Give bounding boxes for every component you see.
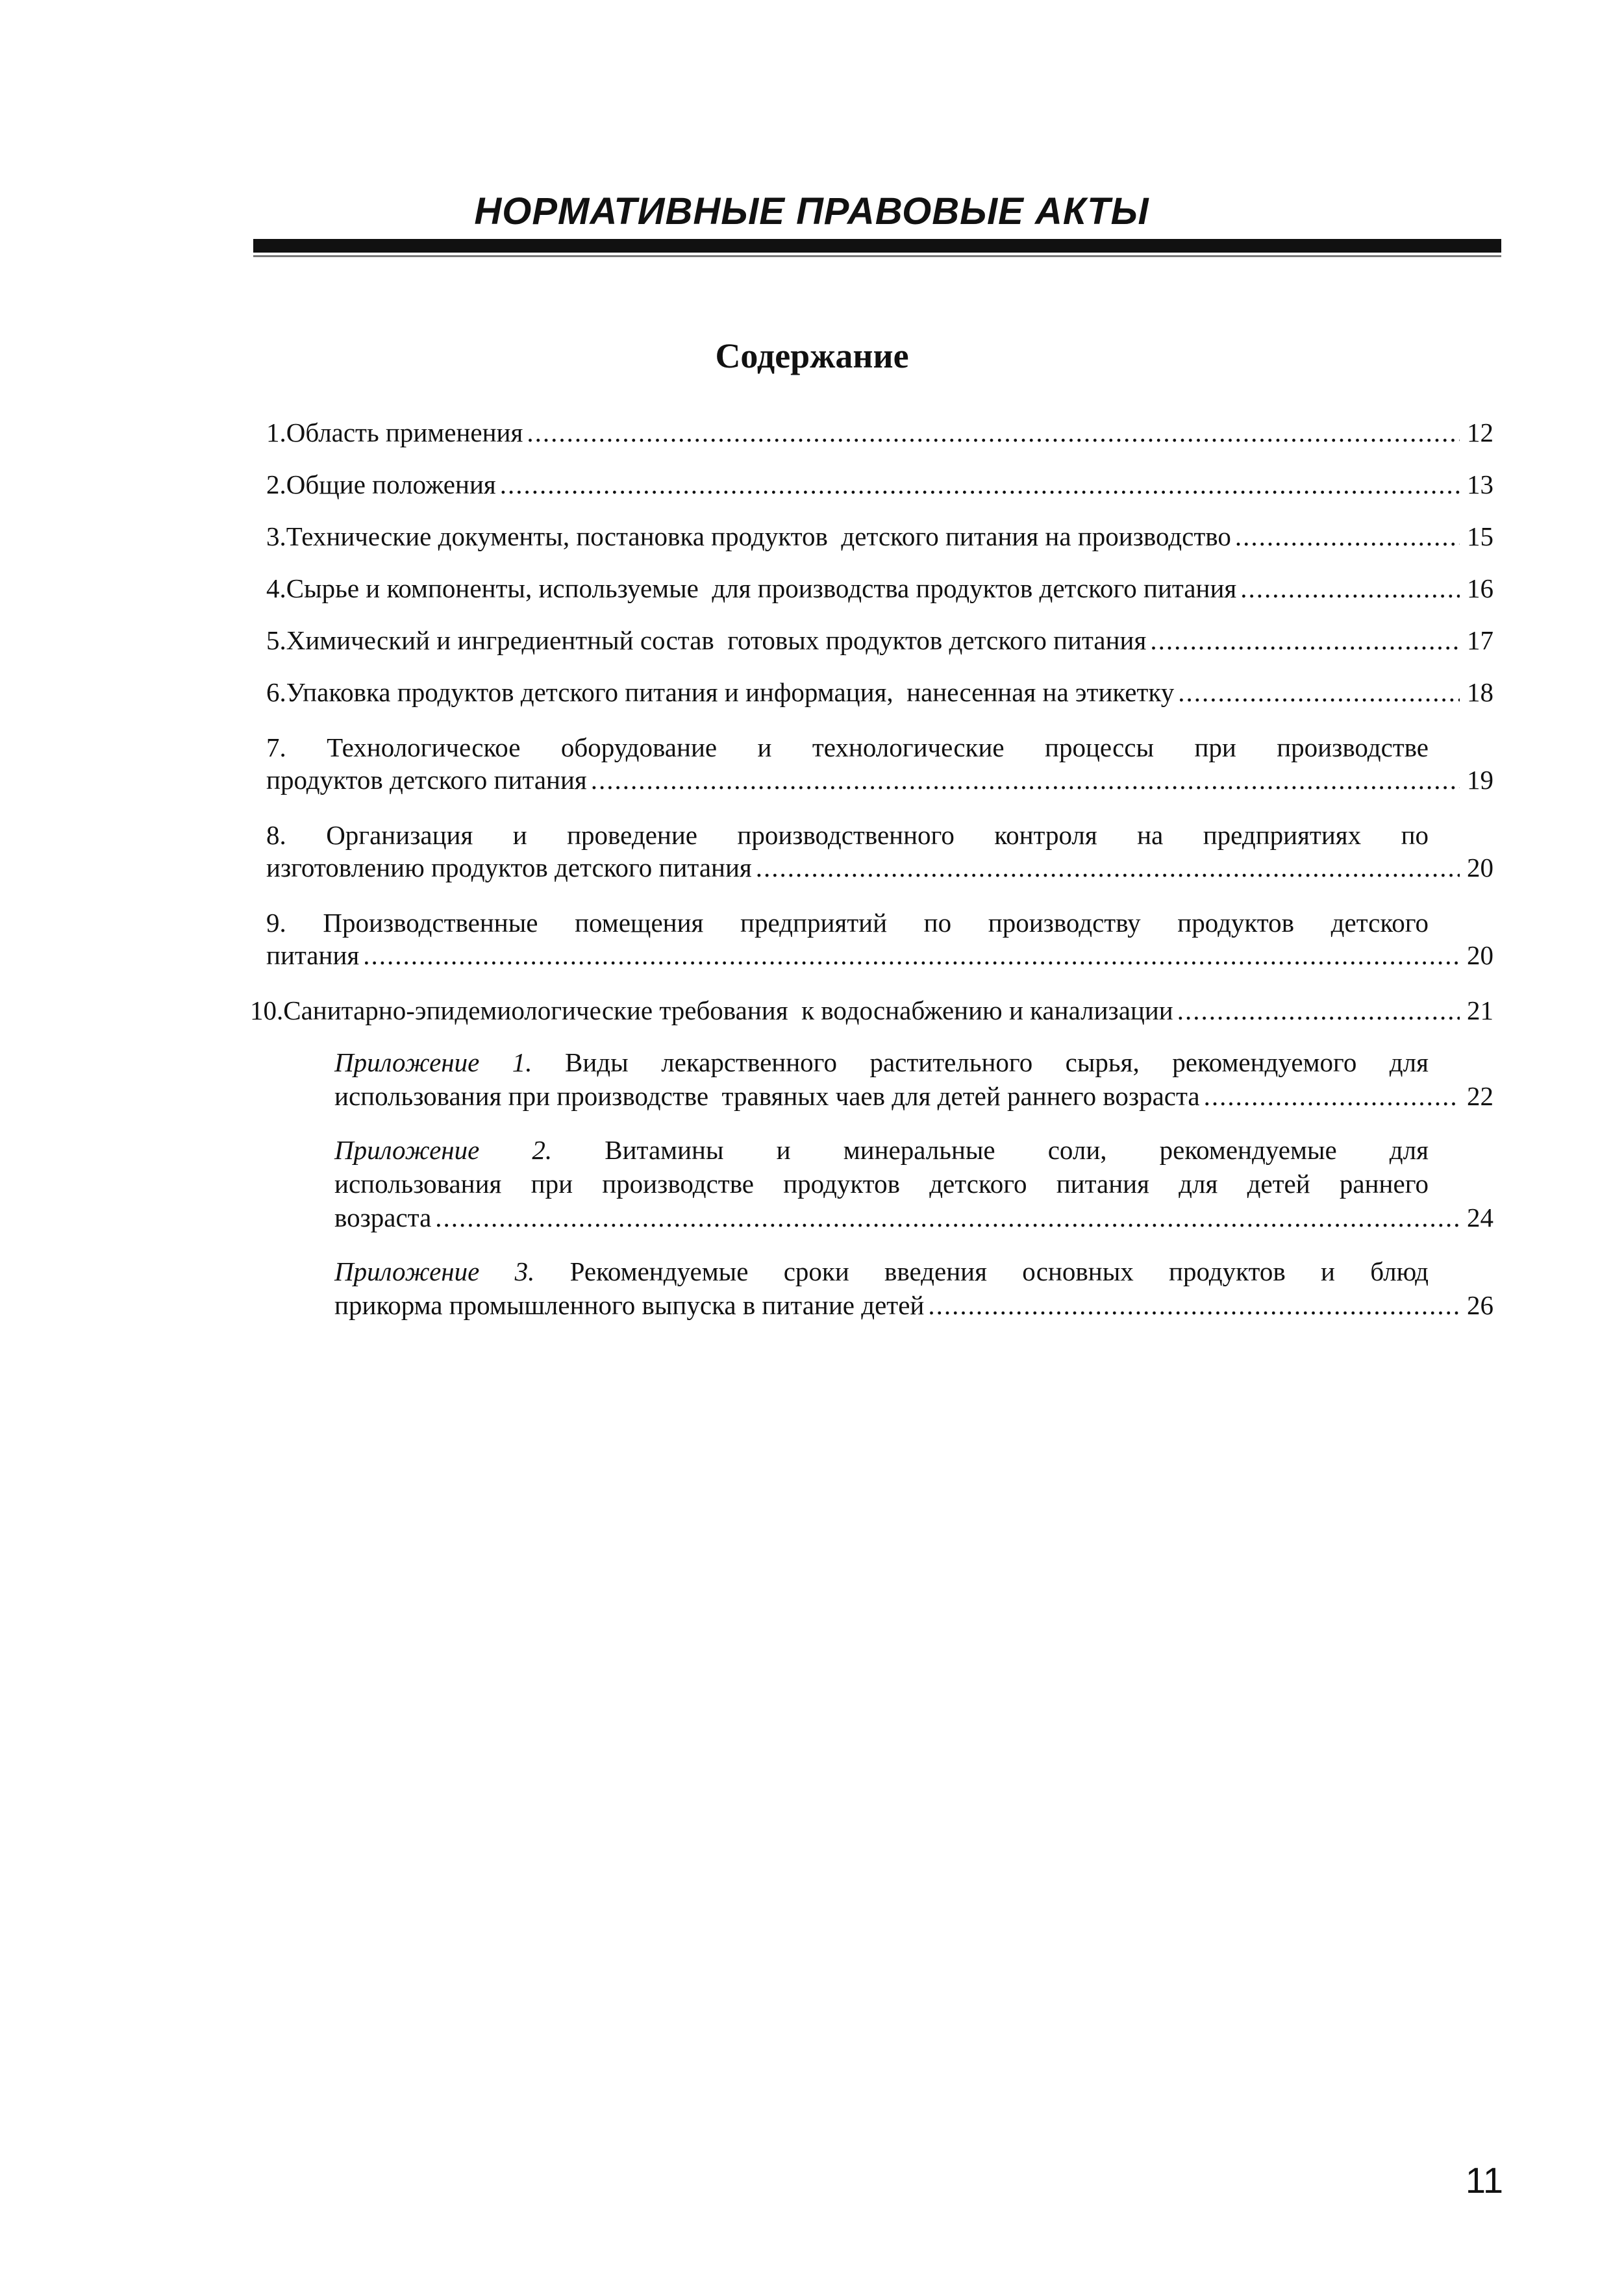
appendix-3-line-2[interactable] [334, 1288, 1493, 1322]
toc-item-1[interactable] [266, 416, 1493, 449]
appendix-page: 24 [1467, 1203, 1493, 1232]
appendix-title-line-2: использования при производстве продуктов детского питания для детей раннего [334, 1169, 1429, 1199]
toc-item-page: 20 [1467, 853, 1493, 882]
toc-item-page: 12 [1467, 418, 1493, 447]
leader-dots [756, 851, 1460, 884]
toc-item-title: Технические документы, постановка продуктов детского питания на производство [286, 521, 1231, 551]
leader-dots [435, 1201, 1460, 1234]
toc-item-page: 21 [1467, 995, 1493, 1025]
toc-item-9-line-2[interactable] [266, 938, 1493, 972]
leader-dots [1204, 1079, 1460, 1113]
leader-dots [500, 468, 1460, 501]
toc-item-7-line-2[interactable] [266, 763, 1493, 797]
toc-item-number: 6. [266, 677, 286, 707]
toc-item-number: 9. [266, 908, 286, 938]
toc-item-page: 15 [1467, 521, 1493, 551]
appendix-2-line-2[interactable] [334, 1167, 1429, 1201]
toc-item-title-line-2: изготовлению продуктов детского питания [266, 853, 752, 882]
toc-heading: Содержание [715, 336, 909, 375]
appendix-page: 22 [1467, 1081, 1493, 1111]
toc-item-title: Санитарно-эпидемиологические требования к водоснабжению и канализации [283, 995, 1173, 1025]
section-header-title: НОРМАТИВНЫЕ ПРАВОВЫЕ АКТЫ [474, 190, 1149, 232]
toc-item-title-line-1: Технологическое оборудование и технологические процессы при производстве [327, 732, 1429, 762]
appendix-title-line-3: возраста [334, 1203, 432, 1232]
toc-item-title: Область применения [286, 418, 523, 447]
toc-item-page: 17 [1467, 625, 1493, 655]
toc-item-title-line-1: Производственные помещения предприятий по производству продуктов детского [323, 908, 1429, 938]
toc-item-2[interactable] [266, 468, 1493, 501]
appendix-2-line-1[interactable] [334, 1133, 1429, 1167]
leader-dots [1240, 571, 1460, 605]
leader-dots [527, 416, 1460, 449]
appendix-1-line-2[interactable] [334, 1079, 1493, 1113]
toc-item-title: Сырье и компоненты, используемые для производства продуктов детского питания [286, 573, 1237, 603]
leader-dots [1178, 675, 1460, 709]
appendix-title-line-1: Витамины и минеральные соли, рекомендуемые для [605, 1135, 1429, 1165]
toc-item-page: 18 [1467, 677, 1493, 707]
toc-item-number: 2. [266, 469, 286, 499]
appendix-label: Приложение 3. [334, 1256, 535, 1286]
appendix-label: Приложение 1. [334, 1047, 532, 1077]
toc-item-number: 10. [250, 995, 284, 1025]
toc-item-4[interactable] [266, 571, 1493, 605]
appendix-3-line-1[interactable] [334, 1255, 1429, 1288]
leader-dots [1177, 993, 1460, 1027]
toc-item-8-line-1[interactable] [266, 818, 1429, 852]
leader-dots [1235, 519, 1460, 553]
appendix-title-line-2: прикорма промышленного выпуска в питание детей [334, 1290, 925, 1320]
toc-item-title-line-2: продуктов детского питания [266, 765, 587, 795]
appendix-title-line-2: использования при производстве травяных чаев для детей раннего возраста [334, 1081, 1200, 1111]
toc-item-9-line-1[interactable] [266, 906, 1429, 940]
appendix-page: 26 [1467, 1290, 1493, 1320]
toc-item-page: 16 [1467, 573, 1493, 603]
toc-item-number: 7. [266, 732, 286, 762]
toc-item-10[interactable] [250, 993, 1493, 1027]
appendix-title-line-1: Рекомендуемые сроки введения основных продуктов и блюд [569, 1256, 1429, 1286]
toc-item-title-line-1: Организация и проведение производственного контроля на предприятиях по [326, 820, 1429, 850]
toc-item-title-line-2: питания [266, 940, 360, 970]
toc-item-number: 5. [266, 625, 286, 655]
toc-item-title: Химический и ингредиентный состав готовых продуктов детского питания [286, 625, 1147, 655]
toc-item-6[interactable] [266, 675, 1493, 709]
toc-item-number: 4. [266, 573, 286, 603]
toc-item-3[interactable] [266, 519, 1493, 553]
leader-dots [363, 938, 1460, 972]
toc-item-8-line-2[interactable] [266, 851, 1493, 884]
toc-item-5[interactable] [266, 623, 1493, 657]
toc-item-page: 20 [1467, 940, 1493, 970]
toc-item-number: 3. [266, 521, 286, 551]
leader-dots [591, 763, 1460, 797]
appendix-1-line-1[interactable] [334, 1045, 1429, 1079]
appendix-2-line-3[interactable] [334, 1201, 1493, 1234]
appendix-label: Приложение 2. [334, 1135, 553, 1165]
toc-item-page: 19 [1467, 765, 1493, 795]
page-number: 11 [1465, 2160, 1503, 2201]
leader-dots [928, 1288, 1460, 1322]
appendix-title-line-1: Виды лекарственного растительного сырья, рекомендуемого для [565, 1047, 1429, 1077]
toc-item-number: 8. [266, 820, 286, 850]
toc-item-page: 13 [1467, 469, 1493, 499]
toc-item-number: 1. [266, 418, 286, 447]
toc-item-title: Упаковка продуктов детского питания и информация, нанесенная на этикетку [286, 677, 1175, 707]
toc-item-title: Общие положения [286, 469, 496, 499]
leader-dots [1150, 623, 1460, 657]
toc-item-7-line-1[interactable] [266, 730, 1429, 764]
